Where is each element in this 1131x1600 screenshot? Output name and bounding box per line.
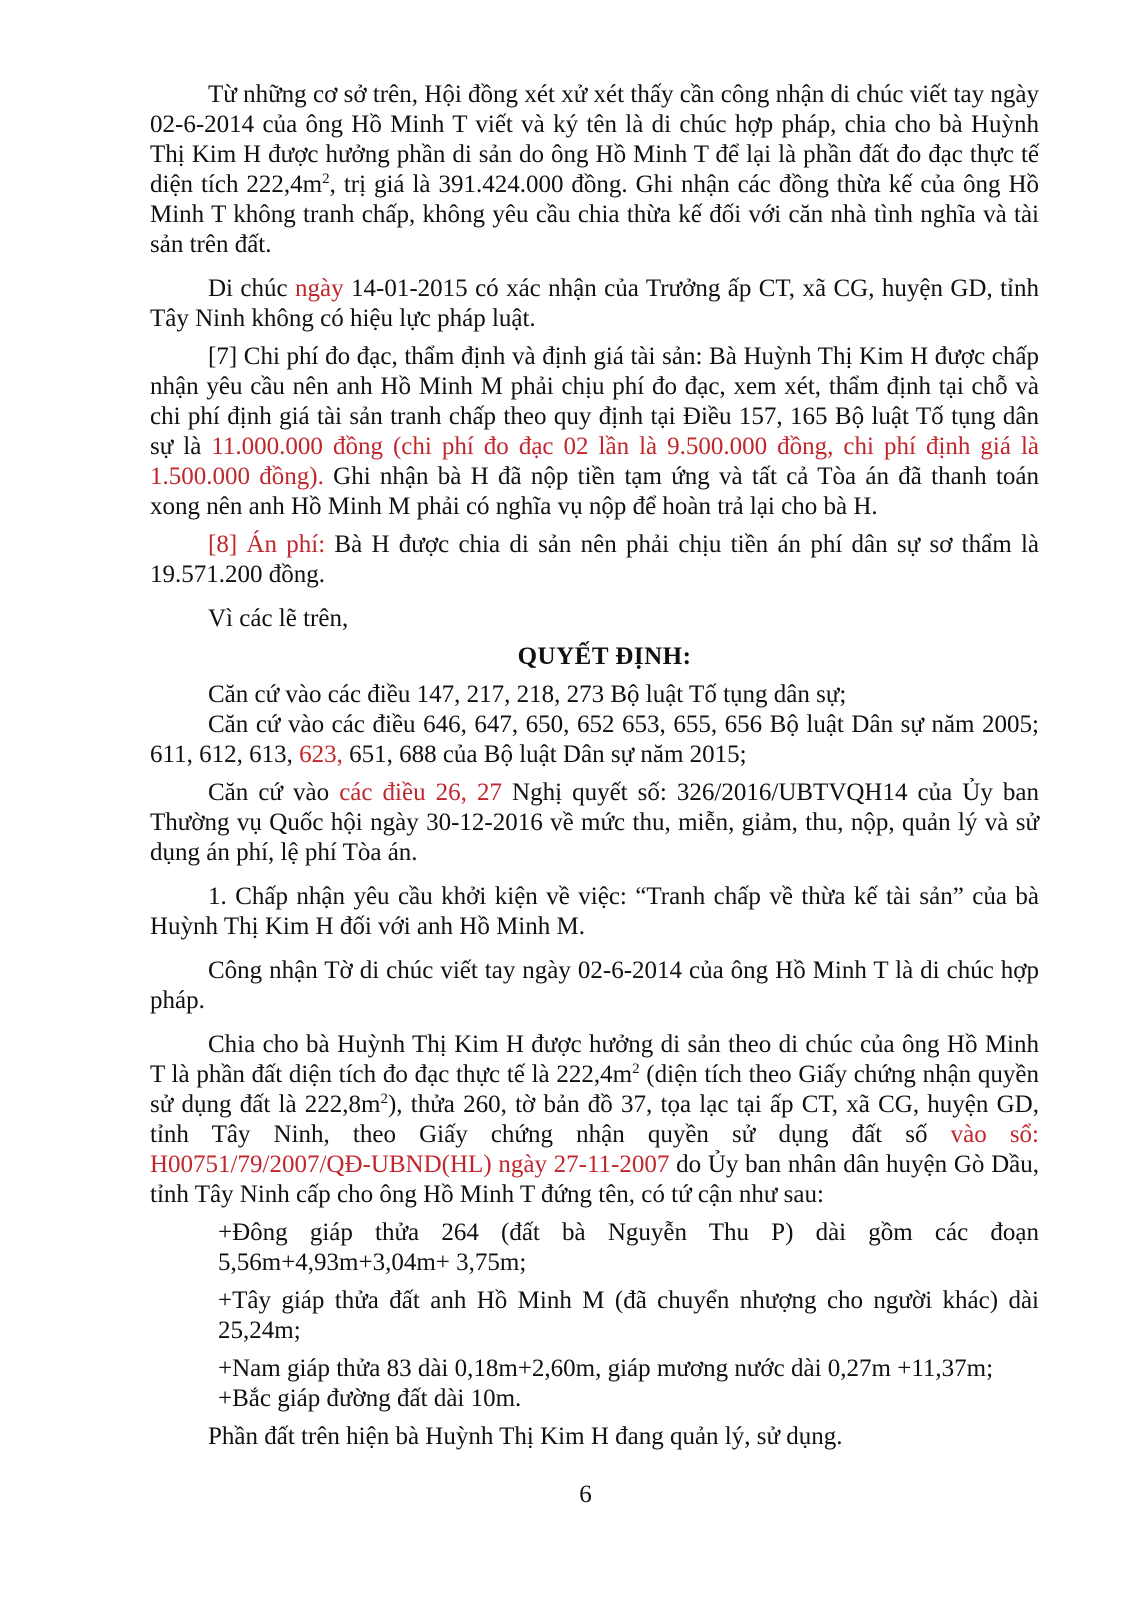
boundary-west: +Tây giáp thửa đất anh Hồ Minh M (đã chuyển nhượng cho người khác) dài 25,24m; — [218, 1287, 1039, 1344]
paragraph-legal-basis-resolution: Căn cứ vào các điều 26, 27 Nghị quyết số: 326/2016/UBTVQH14 của Ủy ban Thường vụ Quốc hội ngày 30-12-2016 về mức thu, miễn, giảm, thu, nộp, quản lý và sử dụng án phí, lệ phí Tòa án. — [150, 779, 1039, 866]
highlighted-text: [8] Án phí: — [208, 531, 326, 558]
paragraph-will-recognition: Từ những cơ sở trên, Hội đồng xét xử xét thấy cần công nhận di chúc viết tay ngày 02-6-2014 của ông Hồ Minh T viết và ký tên là di chúc hợp pháp, chia cho bà Huỳnh Thị Kim H được hưởng phần di sản do ông Hồ Minh T để lại là phần đất đo đạc thực tế diện tích $222,4m^2$, trị giá là 391.424.000 đồng. Ghi nhận các đồng thừa kế của ông Hồ Minh T không tranh chấp, không yêu cầu chia thừa kế đối với căn nhà tình nghĩa và tài sản trên đất. — [150, 81, 1039, 258]
paragraph-land-allocation: Chia cho bà Huỳnh Thị Kim H được hưởng di sản theo di chúc của ông Hồ Minh T là phần đất diện tích đo đạc thực tế là $222,4m^2$ (diện tích theo Giấy chứng nhận quyền sử dụng đất là $222,8m^2$), thửa 260, tờ bản đồ 37, tọa lạc tại ấp CT, xã CG, huyện GD, tỉnh Tây Ninh, theo Giấy chứng nhận quyền sử dụng đất số vào sổ: H00751/79/2007/QĐ-UBND(HL) ngày 27-11-2007 do Ủy ban nhân dân huyện Gò Dầu, tỉnh Tây Ninh cấp cho ông Hồ Minh T đứng tên, có tứ cận như sau: — [150, 1031, 1039, 1208]
decision-title: QUYẾT ĐỊNH: — [517, 643, 692, 670]
paragraph-reasons: Vì các lẽ trên, — [208, 605, 349, 632]
paragraph-current-management: Phần đất trên hiện bà Huỳnh Thị Kim H đang quản lý, sử dụng. — [208, 1423, 843, 1450]
highlighted-text: 11.000.000 đồng (chi phí đo đạc 02 lần là 9.500.000 đồng, chi phí định giá là 1.500.000 đồng). — [150, 433, 1039, 490]
paragraph-invalid-will: Di chúc ngày 14-01-2015 có xác nhận của Trưởng ấp CT, xã CG, huyện GD, tỉnh Tây Ninh không có hiệu lực pháp luật. — [150, 275, 1040, 332]
paragraph-legal-basis-civil-code: Căn cứ vào các điều 646, 647, 650, 652 653, 655, 656 Bộ luật Dân sự năm 2005; 611, 612, 613, 623, 651, 688 của Bộ luật Dân sự năm 2015; — [150, 711, 1039, 768]
highlighted-text: vào sổ: H00751/79/2007/QĐ-UBND(HL) ngày 27-11-2007 — [150, 1121, 1039, 1178]
highlighted-text: các điều 26, 27 — [339, 779, 502, 806]
paragraph-survey-costs: [7] Chi phí đo đạc, thẩm định và định giá tài sản: Bà Huỳnh Thị Kim H được chấp nhận yêu cầu nên anh Hồ Minh M phải chịu phí đo đạc, xem xét, thẩm định tại chỗ và chi phí định giá tài sản tranh chấp theo quy định tại Điều 157, 165 Bộ luật Tố tụng dân sự là 11.000.000 đồng (chi phí đo đạc 02 lần là 9.500.000 đồng, chi phí định giá là 1.500.000 đồng). Ghi nhận bà H đã nộp tiền tạm ứng và tất cả Tòa án đã thanh toán xong nên anh Hồ Minh M phải có nghĩa vụ nộp để hoàn trả lại cho bà H. — [150, 343, 1039, 520]
paragraph-legal-basis-procedure: Căn cứ vào các điều 147, 217, 218, 273 Bộ luật Tố tụng dân sự; — [208, 681, 847, 708]
page-number: 6 — [579, 1481, 592, 1508]
boundary-north: +Bắc giáp đường đất dài 10m. — [218, 1385, 522, 1412]
boundary-east: +Đông giáp thửa 264 (đất bà Nguyễn Thu P) dài gồm các đoạn 5,56m+4,93m+3,04m+ 3,75m; — [218, 1219, 1039, 1276]
paragraph-accept-claim: 1. Chấp nhận yêu cầu khởi kiện về việc: “Tranh chấp về thừa kế tài sản” của bà Huỳnh Thị Kim H đối với anh Hồ Minh M. — [150, 883, 1039, 940]
page-content — [150, 80, 1039, 1452]
highlighted-text: ngày — [295, 275, 344, 302]
highlighted-text: 623, — [299, 741, 343, 768]
paragraph-court-fees: [8] Án phí: Bà H được chia di sản nên phải chịu tiền án phí dân sự sơ thẩm là 19.571.200 đồng. — [150, 531, 1039, 588]
paragraph-recognize-will: Công nhận Tờ di chúc viết tay ngày 02-6-2014 của ông Hồ Minh T là di chúc hợp pháp. — [150, 957, 1039, 1014]
boundary-south: +Nam giáp thửa 83 dài 0,18m+2,60m, giáp mương nước dài 0,27m +11,37m; — [218, 1355, 994, 1382]
